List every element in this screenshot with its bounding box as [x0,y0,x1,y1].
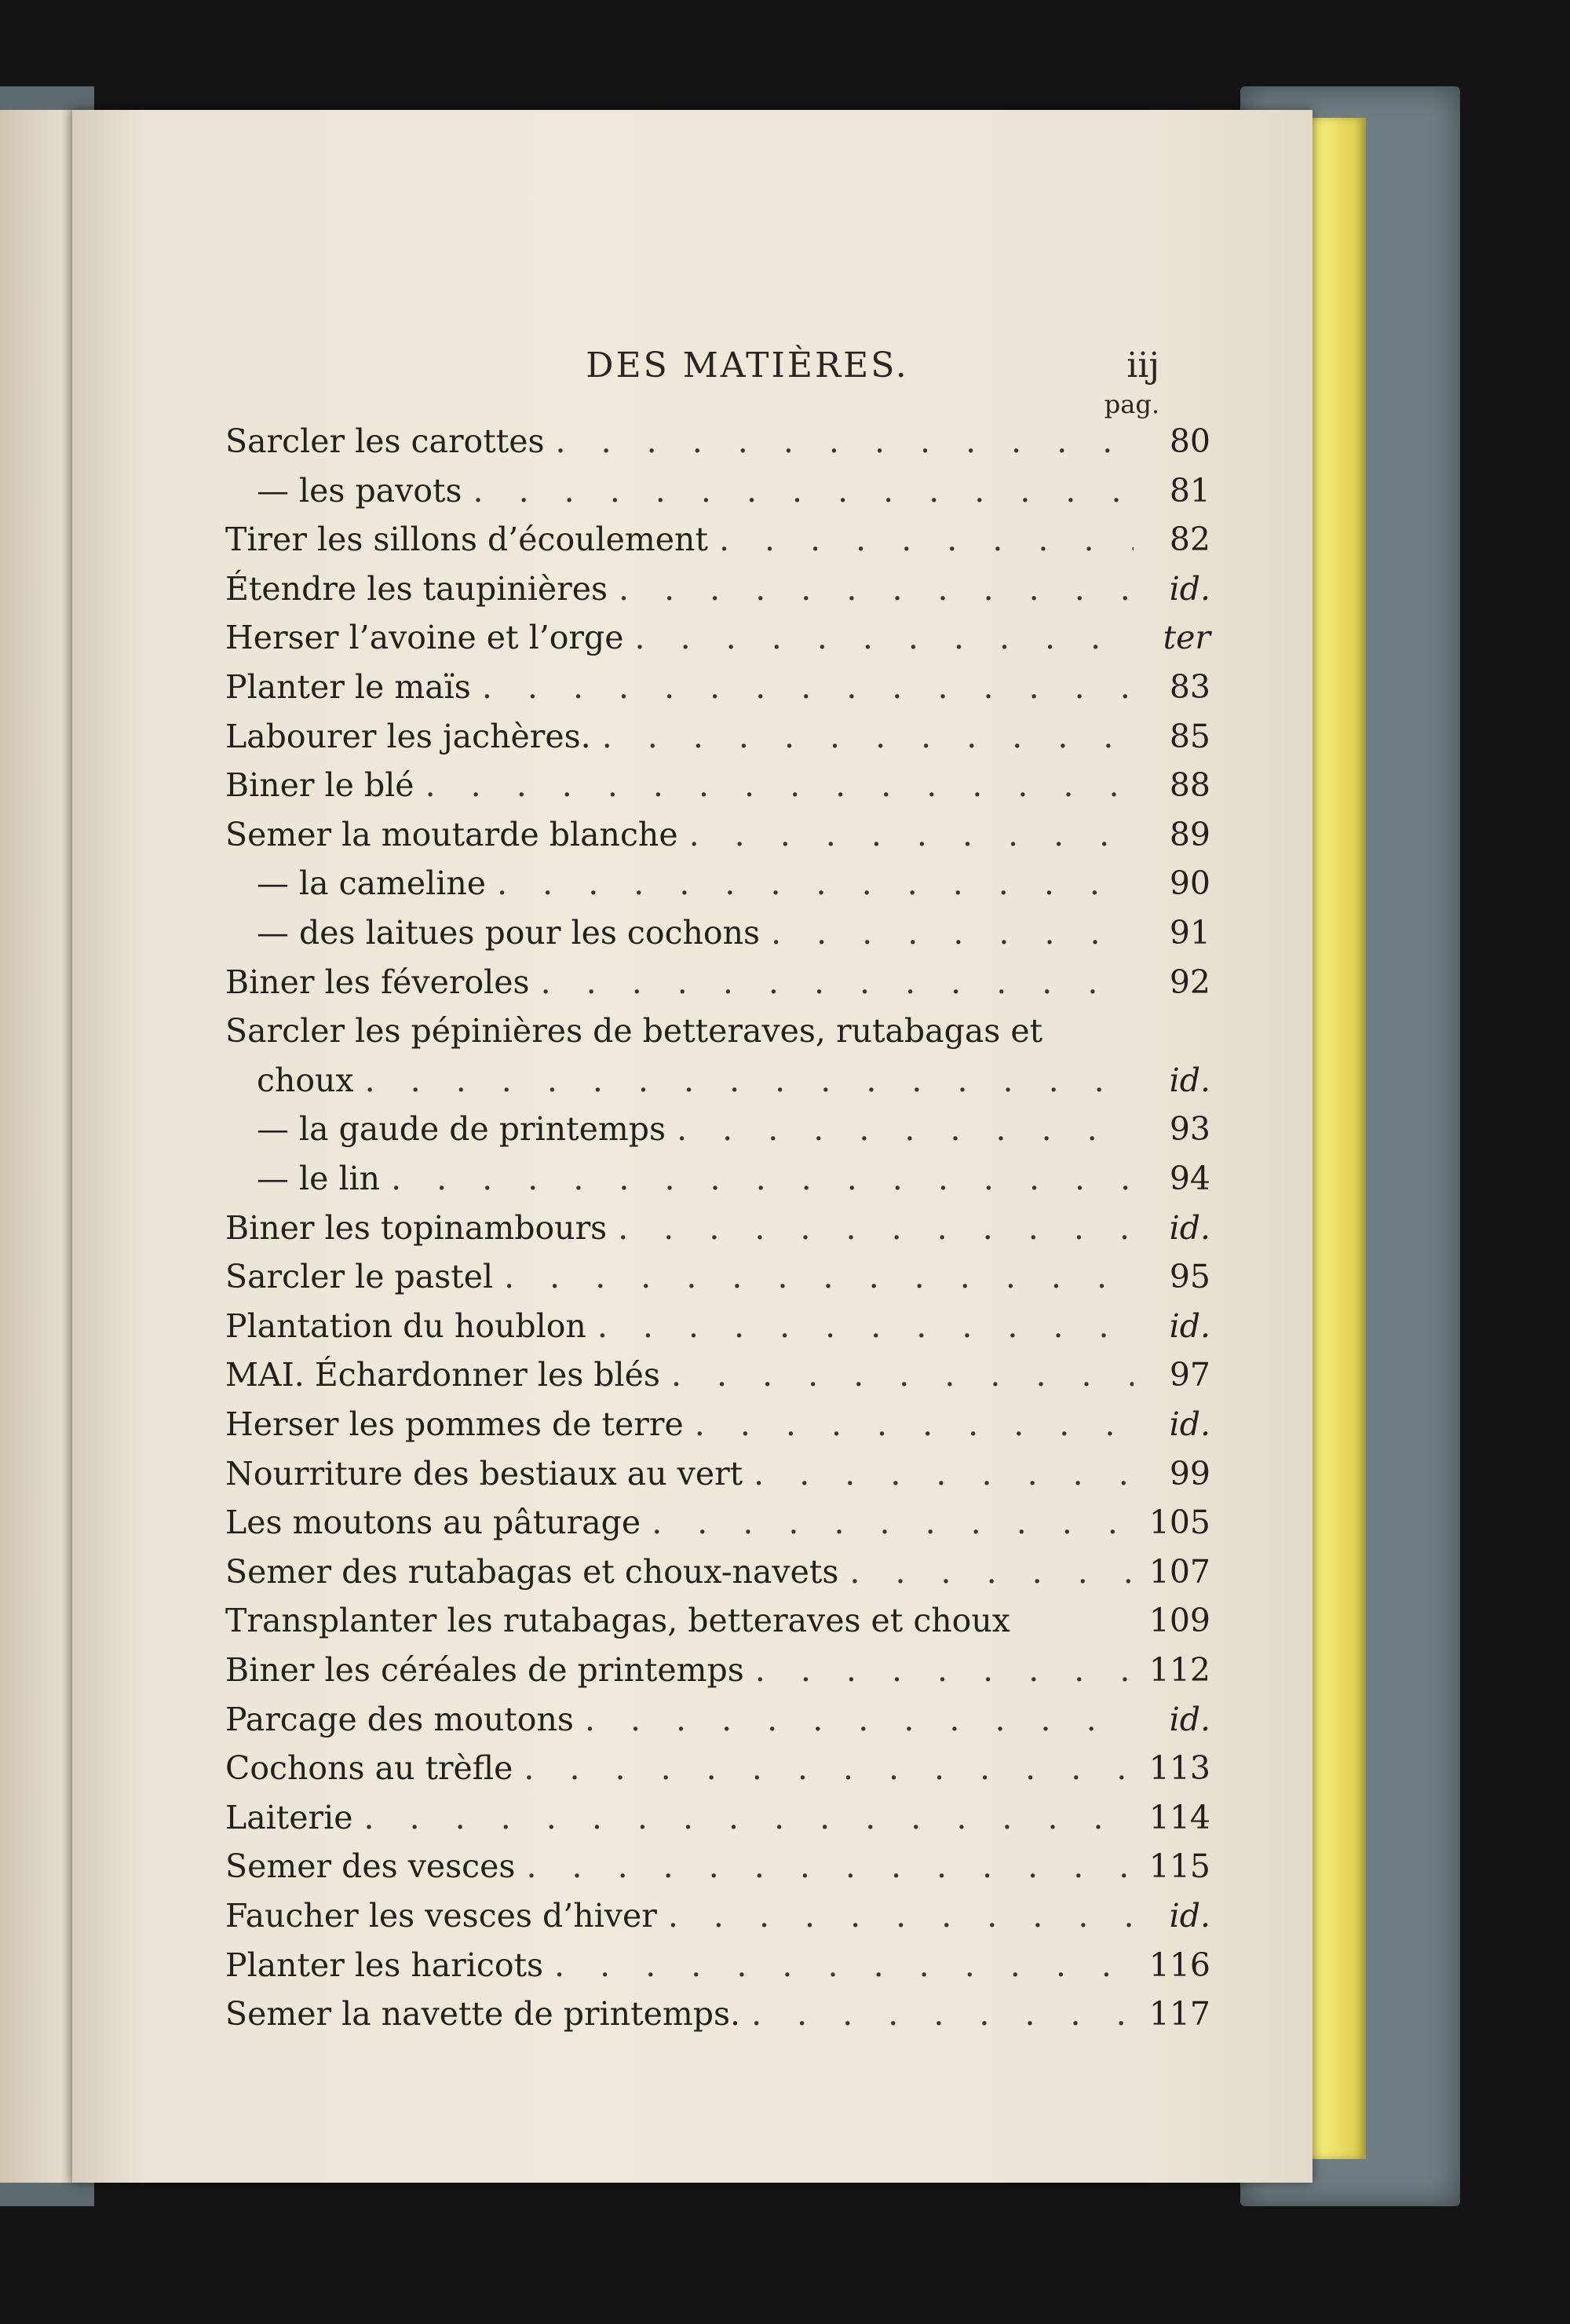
toc-entry [225,619,1210,660]
toc-entry [225,1701,1210,1741]
dot-leader [619,570,1134,608]
toc-entry-title: — le lin [257,1160,381,1197]
toc-entry-page: 90 [1169,864,1210,903]
toc-entry [225,766,1210,807]
page-title: DES MATIÈRES. [586,345,909,386]
dot-leader [751,1995,1134,2033]
dot-leader [671,1356,1134,1394]
toc-entry-title: Herser les pommes de terre [225,1405,684,1443]
toc-entry-title: Biner les féveroles [225,963,530,1001]
toc-entry [257,914,1210,955]
dot-leader [365,1062,1134,1099]
toc-entry-title: Labourer les jachères. [225,717,591,755]
toc-entry-title: MAI. Échardonner les blés [225,1356,660,1394]
toc-entry-title: — les pavots [257,471,462,510]
dot-leader [771,914,1134,952]
toc-entry-title: Laiterie [225,1798,353,1836]
toc-entry-title: Tirer les sillons d’écoulement [225,521,708,559]
toc-entry-page: 85 [1169,717,1210,755]
toc-entry-title: choux [257,1061,354,1099]
toc-entry-title: Sarcler les pépinières de betteraves, rutabagas et [225,1012,1043,1051]
dot-leader [425,766,1134,804]
toc-entry-title: Planter le maïs [225,668,471,706]
dot-leader [668,1897,1134,1935]
toc-entry [225,668,1210,709]
toc-entry-title: Planter les haricots [225,1946,544,1984]
toc-entry [225,521,1210,561]
toc-entry [225,422,1210,463]
dot-leader [635,619,1134,656]
toc-entry-page: 116 [1148,1946,1210,1984]
dot-leader [391,1160,1134,1197]
toc-entry-page: id. [1169,1061,1210,1099]
page-column-label: pag. [1104,389,1159,419]
toc-entry [257,1110,1210,1151]
dot-leader [554,1946,1134,1984]
toc-entry-page: id. [1169,1208,1210,1247]
toc-entry-title: Biner les topinambours [225,1208,608,1247]
toc-entry-page: 99 [1169,1454,1210,1493]
toc-entry [225,816,1210,857]
toc-entry [225,1946,1210,1987]
toc-entry-page: id. [1169,1897,1210,1935]
toc-entry-title: Semer la moutarde blanche [225,815,678,853]
toc-entry [225,1553,1210,1594]
toc-entry-title: Biner les céréales de printemps [225,1651,744,1689]
toc-entry [225,1995,1210,2036]
toc-entry-page: id. [1169,1700,1210,1738]
toc-entry-page: id. [1169,569,1210,608]
toc-entry [225,1012,1210,1053]
toc-entry [225,1209,1210,1250]
dot-leader [473,472,1134,510]
toc-entry-title: Étendre les taupinières [225,569,608,608]
dot-leader [755,1651,1134,1689]
dot-leader [597,1307,1134,1345]
toc-entry [225,1799,1210,1840]
dot-leader [556,422,1134,460]
toc-entry-page: 117 [1148,1995,1210,2034]
dot-leader [695,1405,1134,1443]
toc-entry-page: 95 [1169,1258,1210,1296]
toc-entry-page: 81 [1169,471,1210,510]
dot-leader [526,1847,1134,1885]
toc-entry-page: 89 [1169,815,1210,853]
toc-entry [257,1160,1210,1200]
dot-leader [618,1209,1134,1247]
toc-entry [225,1749,1210,1790]
dot-leader [849,1553,1134,1591]
toc-entry-page: 107 [1148,1552,1210,1591]
toc-entry-title: Faucher les vesces d’hiver [225,1897,657,1935]
toc-entry-title: Semer des rutabagas et choux-navets [225,1552,839,1591]
toc-entry-title: Biner le blé [225,766,414,805]
dot-leader [364,1799,1134,1836]
toc-entry-title: — la gaude de printemps [257,1110,666,1149]
toc-entry [257,864,1210,905]
toc-entry-title: Semer la navette de printemps. [225,1995,741,2034]
toc-entry-title: Cochons au trèfle [225,1749,513,1788]
toc-entry-page: 94 [1169,1160,1210,1197]
toc-entry-page: ter [1163,619,1210,657]
toc-entry-title: Herser l’avoine et l’orge [225,619,624,657]
dot-leader [497,864,1134,902]
toc-entry [225,1258,1210,1299]
folio-number: iij [1126,345,1159,386]
toc-entry-page: 91 [1169,914,1210,952]
toc-entry [225,1455,1210,1496]
toc-entry-page: 93 [1169,1110,1210,1149]
toc-entry-title: Parcage des moutons [225,1700,574,1738]
toc-entry [225,1651,1210,1692]
toc-entry-page: 113 [1148,1749,1210,1788]
toc-entry-page: 83 [1169,668,1210,706]
toc-entry [225,1897,1210,1938]
toc-entry [225,1356,1210,1397]
toc-entry [225,963,1210,1004]
toc-entry-page: 105 [1148,1504,1210,1542]
toc-entry-page: 115 [1148,1847,1210,1886]
toc-entry-page: 92 [1169,963,1210,1001]
dot-leader [754,1455,1134,1493]
toc-entry-title: Semer des vesces [225,1847,516,1886]
dot-leader [652,1504,1134,1541]
dot-leader [689,816,1134,853]
dot-leader [504,1258,1134,1295]
toc-entry [257,472,1210,513]
dot-leader [541,963,1134,1001]
toc-entry-page: id. [1169,1405,1210,1443]
toc-entry [225,1405,1210,1446]
toc-entry-title: — la cameline [257,864,487,903]
toc-entry-page: 109 [1148,1602,1210,1640]
book-page [72,110,1313,2183]
toc-entry-title: Les moutons au pâturage [225,1504,641,1542]
toc-entry [225,1847,1210,1888]
dot-leader [585,1701,1134,1738]
toc-entry-title: Nourriture des bestiaux au vert [225,1454,743,1493]
toc-entry [257,1062,1210,1102]
toc-entry-title: Sarcler les carottes [225,422,545,460]
toc-entry [225,1307,1210,1348]
dot-leader [482,668,1134,706]
toc-entry [225,718,1210,758]
toc-entry-title: Transplanter les rutabagas, betteraves et choux [225,1602,1010,1640]
toc-entry [225,1504,1210,1544]
toc-entry-title: Plantation du houblon [225,1306,586,1345]
toc-entry [225,570,1210,611]
dot-leader [602,718,1134,755]
dot-leader [677,1110,1134,1148]
toc-entry-page: id. [1169,1306,1210,1345]
table-of-contents [72,110,1313,2183]
toc-entry [225,1602,1210,1643]
toc-entry-page: 80 [1169,422,1210,460]
toc-entry-page: 112 [1148,1651,1210,1689]
toc-entry-page: 97 [1169,1356,1210,1394]
toc-entry-title: — des laitues pour les cochons [257,914,761,952]
toc-entry-page: 88 [1169,766,1210,805]
dot-leader [524,1749,1134,1787]
toc-entry-title: Sarcler le pastel [225,1258,494,1296]
toc-entry-page: 82 [1169,521,1210,559]
dot-leader [719,521,1134,558]
toc-entry-page: 114 [1148,1798,1210,1836]
